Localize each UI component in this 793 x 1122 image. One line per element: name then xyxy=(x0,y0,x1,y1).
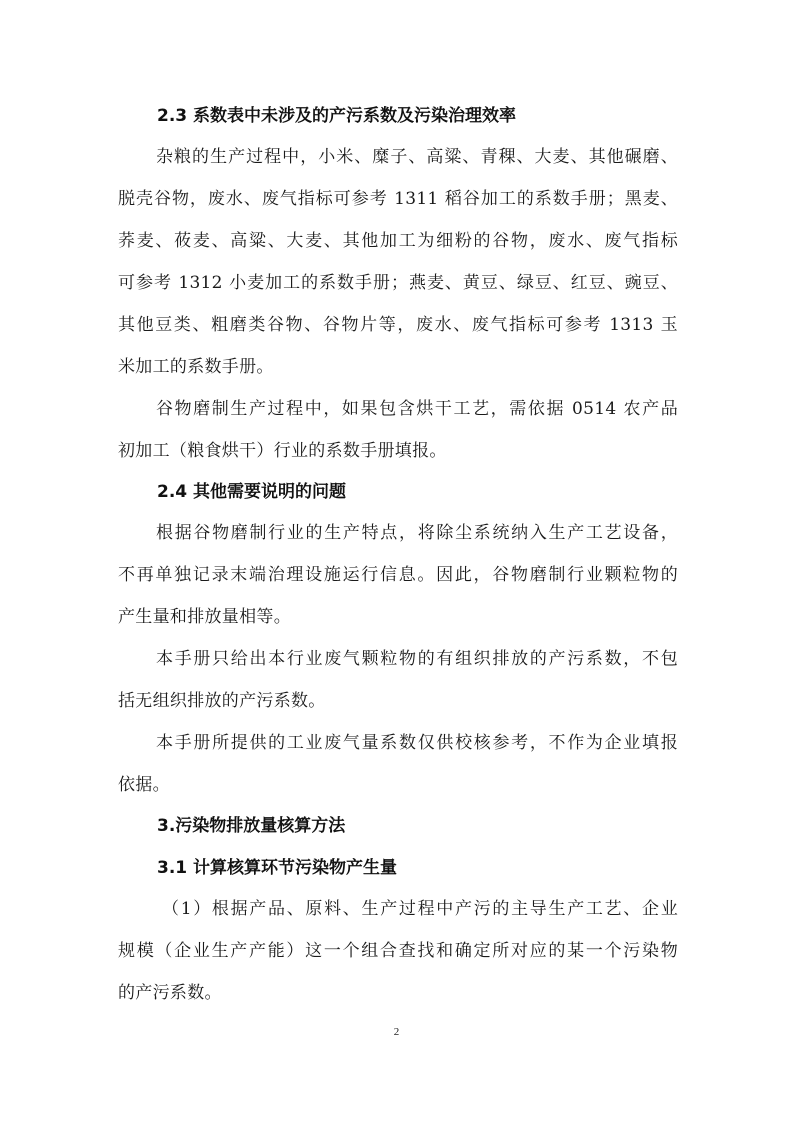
text-line: 谷物磨制生产过程中，如果包含烘干工艺，需依据 0514 农产品 xyxy=(156,399,678,419)
paragraph-2-4-2 xyxy=(118,638,678,722)
text-line: （1）根据产品、原料、生产过程中产污的主导生产工艺、企业 xyxy=(162,899,678,919)
text-line: 产生量和排放量相等。 xyxy=(118,607,291,627)
text-line: 杂粮的生产过程中，小米、糜子、高粱、青稞、大麦、其他碾磨、 xyxy=(156,147,678,167)
section-heading-3-1: 3.1 计算核算环节污染物产生量 xyxy=(157,858,398,878)
section-heading-2-4: 2.4 其他需要说明的问题 xyxy=(157,482,347,502)
paragraph-2-4-1 xyxy=(118,512,678,638)
page-number: 2 xyxy=(393,1026,400,1038)
text-line: 规模（企业生产产能）这一个组合查找和确定所对应的某一个污染物 xyxy=(118,941,678,961)
text-line: 根据谷物磨制行业的生产特点，将除尘系统纳入生产工艺设备， xyxy=(156,523,678,543)
text-line: 初加工（粮食烘干）行业的系数手册填报。 xyxy=(118,441,447,461)
text-line: 不再单独记录末端治理设施运行信息。因此，谷物磨制行业颗粒物的 xyxy=(118,565,678,585)
paragraph-2-4-3 xyxy=(118,722,678,806)
text-line: 本手册所提供的工业废气量系数仅供校核参考，不作为企业填报 xyxy=(156,733,678,753)
paragraph-2-3-1 xyxy=(118,136,678,388)
text-line: 荞麦、莜麦、高粱、大麦、其他加工为细粉的谷物，废水、废气指标 xyxy=(118,231,678,251)
section-heading-2-3: 2.3 系数表中未涉及的产污系数及污染治理效率 xyxy=(157,106,517,126)
text-line: 其他豆类、粗磨类谷物、谷物片等，废水、废气指标可参考 1313 玉 xyxy=(118,315,678,335)
text-line: 括无组织排放的产污系数。 xyxy=(118,691,326,711)
text-line: 本手册只给出本行业废气颗粒物的有组织排放的产污系数，不包 xyxy=(156,649,678,669)
text-line: 依据。 xyxy=(118,775,170,795)
text-line: 的产污系数。 xyxy=(118,983,222,1003)
text-line: 脱壳谷物，废水、废气指标可参考 1311 稻谷加工的系数手册；黑麦、 xyxy=(118,189,678,209)
text-line: 米加工的系数手册。 xyxy=(118,357,274,377)
paragraph-3-1-1 xyxy=(118,888,678,1014)
text-line: 可参考 1312 小麦加工的系数手册；燕麦、黄豆、绿豆、红豆、豌豆、 xyxy=(118,273,678,293)
paragraph-2-3-2 xyxy=(118,388,678,472)
section-heading-3: 3.污染物排放量核算方法 xyxy=(157,816,346,836)
